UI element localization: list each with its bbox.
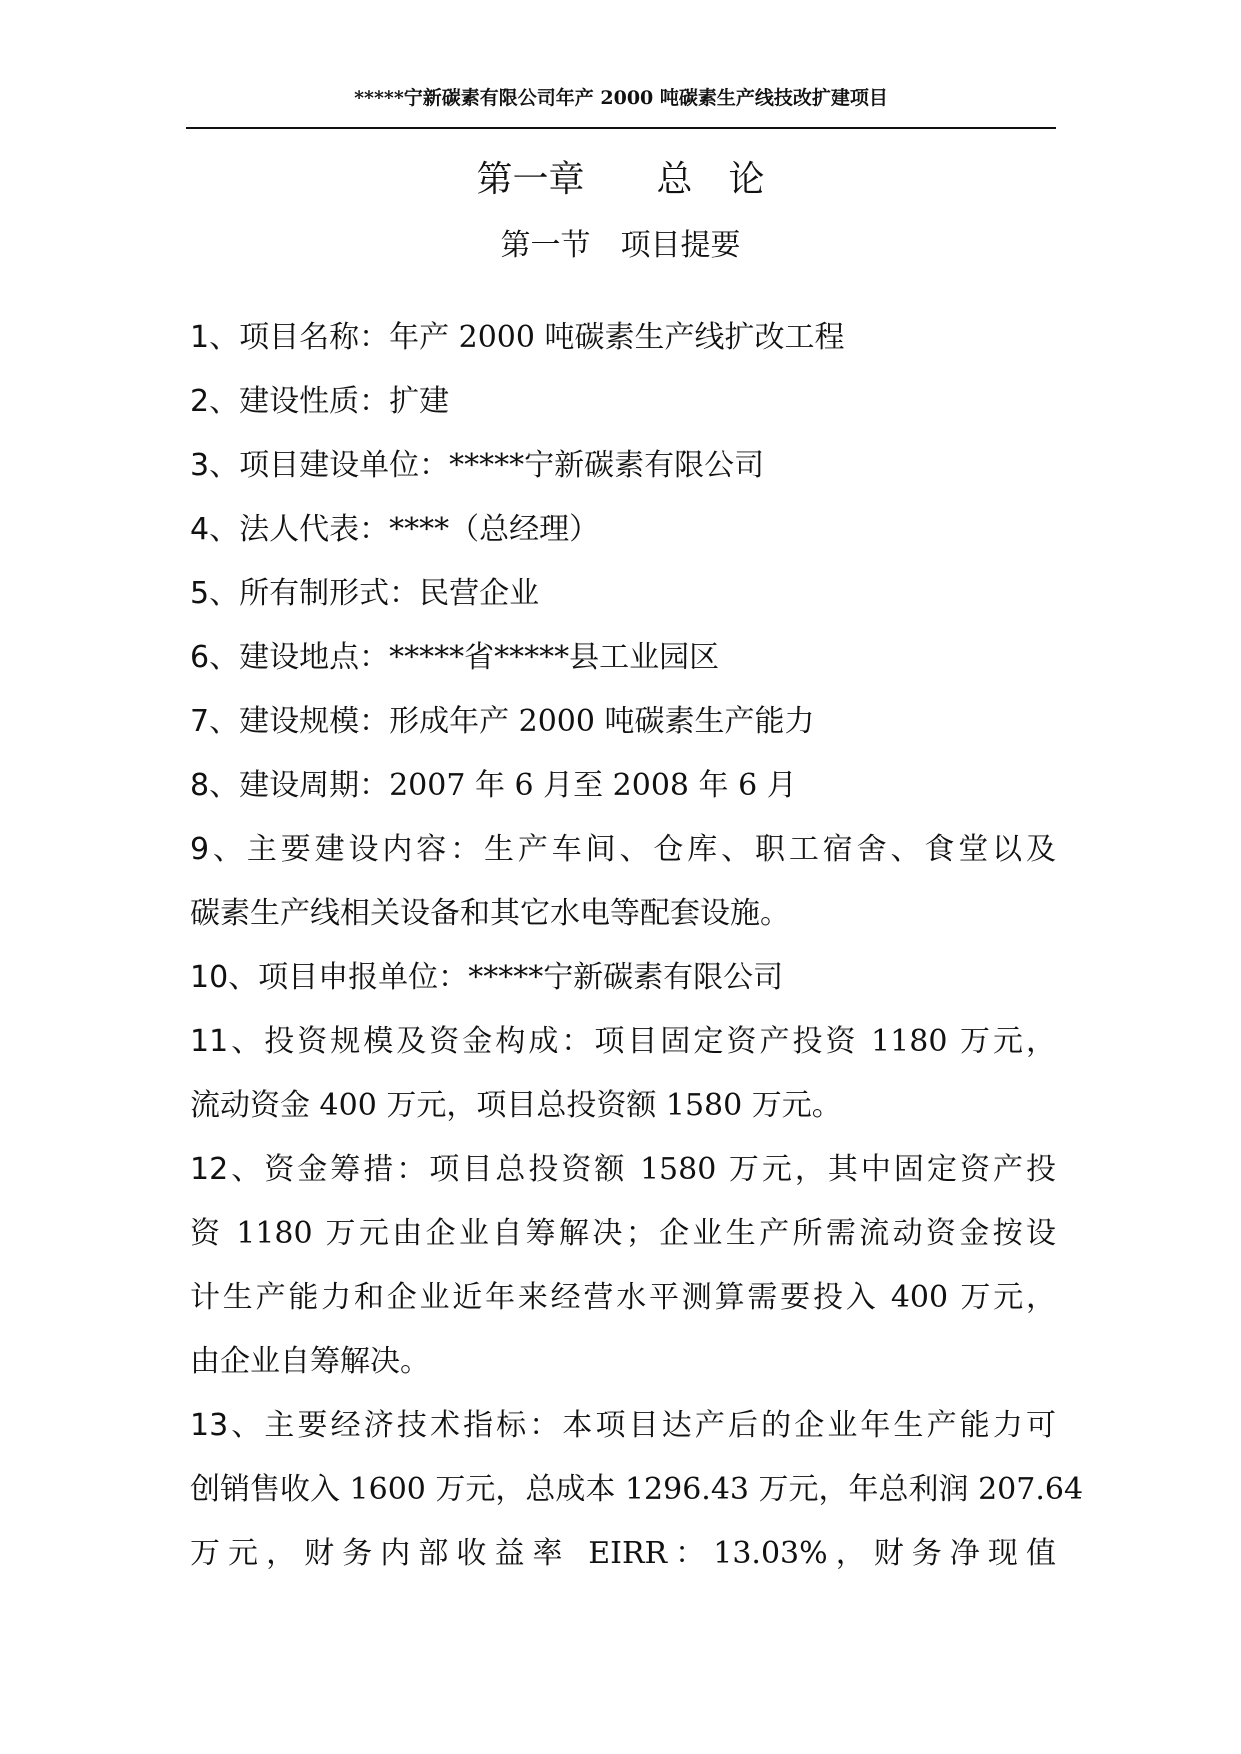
item-label: 10、项目申报单位： — [190, 960, 469, 995]
item-label: 11、投资规模及资金构成： — [190, 1024, 595, 1059]
item-financing-continued: 由企业自筹解决。 — [190, 1344, 430, 1379]
chapter-title: 第一章 总 论 — [476, 159, 765, 200]
item-applicant — [190, 946, 1056, 1010]
item-label: 1、项目名称： — [190, 320, 390, 355]
item-value: 生产车间、仓库、职工宿舍、食堂以及 — [483, 832, 1057, 867]
item-value: *****宁新碳素有限公司 — [449, 448, 765, 483]
item-label: 12、资金筹措： — [190, 1152, 430, 1187]
item-construction-type — [190, 370, 1056, 434]
item-label: 2、建设性质： — [190, 384, 390, 419]
item-value: 形成年产 2000 吨碳素生产能力 — [389, 704, 815, 739]
item-financing-continued: 资 1180 万元由企业自筹解决；企业生产所需流动资金按设 — [190, 1216, 1056, 1251]
item-main-content-continued: 碳素生产线相关设备和其它水电等配套设施。 — [190, 896, 790, 931]
item-value: *****宁新碳素有限公司 — [468, 960, 784, 995]
item-value: 年产 2000 吨碳素生产线扩改工程 — [389, 320, 845, 355]
item-label: 9、主要建设内容： — [190, 832, 484, 867]
item-legal-representative — [190, 498, 1056, 562]
item-financing — [190, 1138, 1056, 1202]
item-label: 7、建设规模： — [190, 704, 390, 739]
section-title: 第一节 项目提要 — [500, 228, 741, 263]
item-value: ****（总经理） — [389, 512, 600, 547]
item-label: 5、所有制形式： — [190, 576, 420, 611]
header-divider — [186, 127, 1056, 129]
item-label: 8、建设周期： — [190, 768, 390, 803]
item-label: 4、法人代表： — [190, 512, 390, 547]
item-label: 3、项目建设单位： — [190, 448, 450, 483]
item-value: 民营企业 — [419, 576, 540, 611]
item-construction-unit — [190, 434, 1056, 498]
item-main-content — [190, 818, 1056, 882]
item-value: 本项目达产后的企业年生产能力可 — [562, 1408, 1056, 1443]
item-economic-indicators — [190, 1394, 1056, 1458]
item-ownership — [190, 562, 1056, 626]
item-value: 2007 年 6 月至 2008 年 6 月 — [389, 768, 797, 803]
item-value: 扩建 — [389, 384, 450, 419]
item-investment — [190, 1010, 1056, 1074]
item-financing-continued: 计生产能力和企业近年来经营水平测算需要投入 400 万元， — [190, 1280, 1056, 1315]
item-value: 项目总投资额 1580 万元，其中固定资产投 — [429, 1152, 1056, 1187]
item-label: 13、主要经济技术指标： — [190, 1408, 563, 1443]
item-label: 6、建设地点： — [190, 640, 390, 675]
item-period — [190, 754, 1056, 818]
item-economic-indicators-continued: 创销售收入 1600 万元，总成本 1296.43 万元，年总利润 207.64 — [190, 1472, 1084, 1507]
item-value: 项目固定资产投资 1180 万元， — [594, 1024, 1056, 1059]
item-scale — [190, 690, 1056, 754]
item-value: *****省*****县工业园区 — [389, 640, 720, 675]
item-investment-continued: 流动资金 400 万元，项目总投资额 1580 万元。 — [190, 1088, 842, 1123]
item-project-name — [190, 306, 1056, 370]
item-location — [190, 626, 1056, 690]
item-economic-indicators-continued: 万元，财务内部收益率 EIRR：13.03%，财务净现值 — [190, 1536, 1056, 1571]
running-header: *****宁新碳素有限公司年产 2000 吨碳素生产线技改扩建项目 — [354, 87, 888, 109]
